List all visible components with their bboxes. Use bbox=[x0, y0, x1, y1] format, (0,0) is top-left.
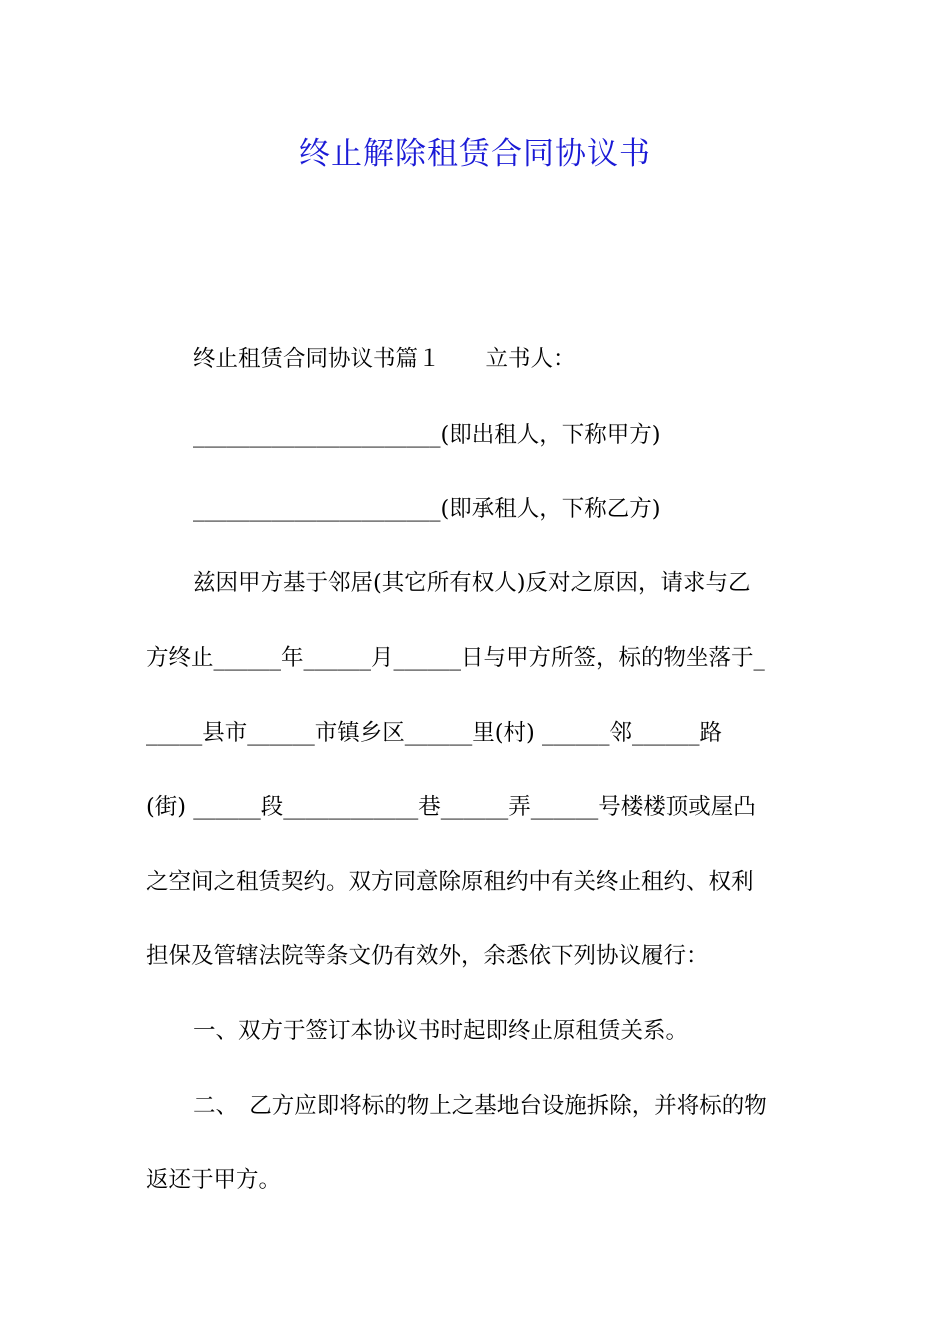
body-text-line: 担保及管辖法院等条文仍有效外，余悉依下列协议履行： bbox=[146, 943, 709, 969]
body-text-line: 之空间之租赁契约。双方同意除原租约中有关终止租约、权利 bbox=[146, 869, 754, 895]
clause-one-line: 一、双方于签订本协议书时起即终止原租赁关系。 bbox=[193, 1018, 689, 1044]
clause-two-line: 二、 乙方应即将标的物上之基地台设施拆除，并将标的物 bbox=[193, 1093, 767, 1119]
paragraph-heading-line: 终止租赁合同协议书篇１ 立书人： bbox=[193, 346, 576, 372]
lessee-blank-line: ______________________(即承租人，下称乙方) bbox=[193, 496, 661, 522]
lessor-blank-line: ______________________(即出租人，下称甲方) bbox=[193, 422, 661, 448]
body-text-line: 兹因甲方基于邻居(其它所有权人)反对之原因，请求与乙 bbox=[193, 570, 751, 596]
body-text-line: _____县市______市镇乡区______里(村) ______邻______路 bbox=[146, 720, 722, 746]
body-text-line: (街) ______段____________巷______弄______号楼楼顶或屋凸 bbox=[146, 794, 756, 820]
body-text-line: 方终止______年______月______日与甲方所签，标的物坐落于_ bbox=[146, 645, 765, 671]
document-title: 终止解除租赁合同协议书 bbox=[299, 136, 651, 172]
body-text-line: 返还于甲方。 bbox=[146, 1167, 282, 1193]
